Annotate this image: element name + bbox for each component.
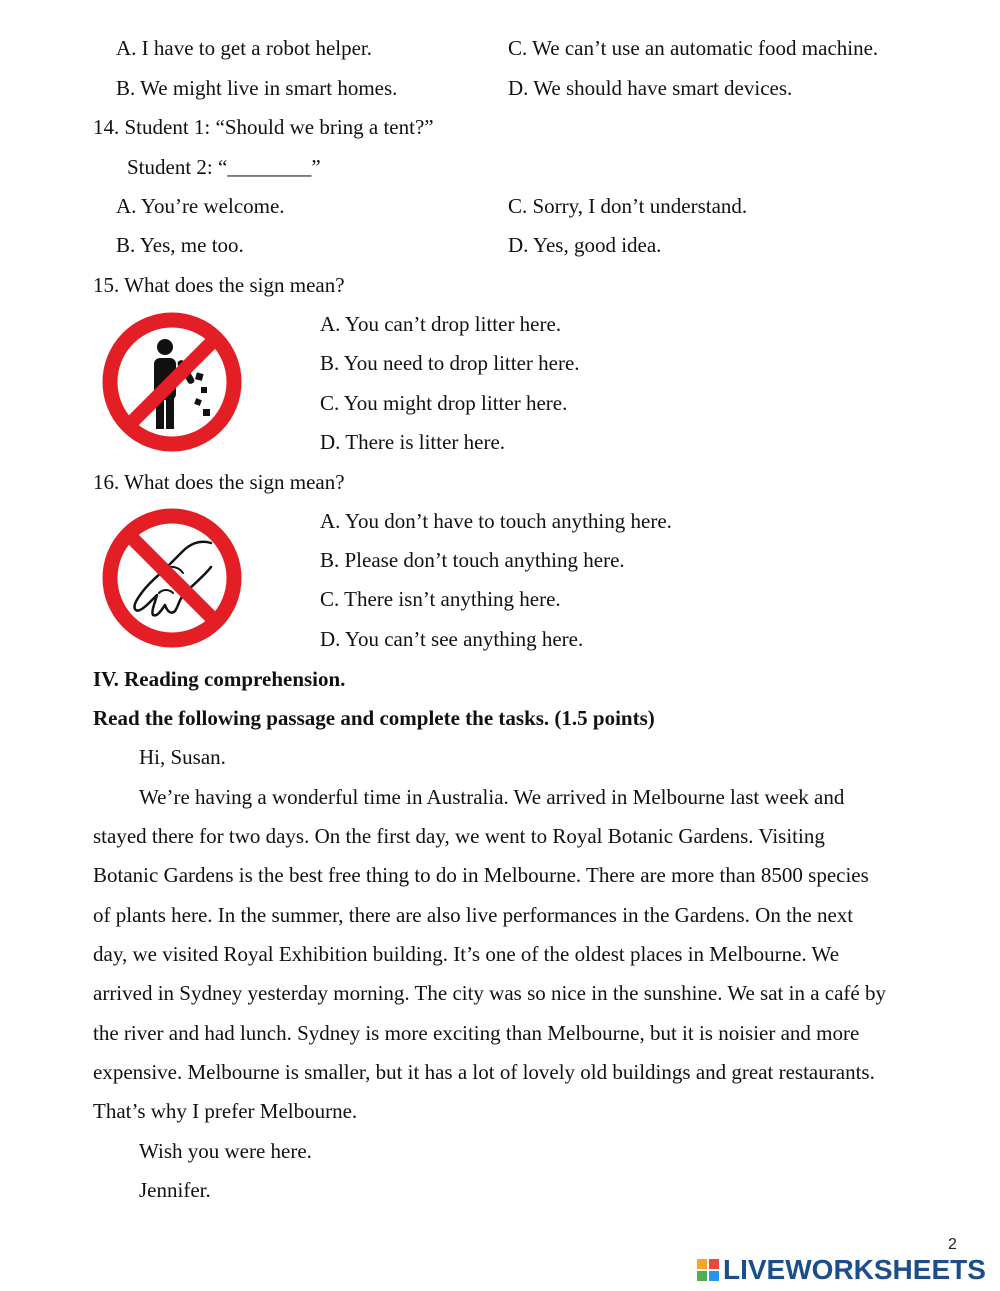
passage-line: expensive. Melbourne is smaller, but it has a lot of lovely old buildings and great restaurants. bbox=[93, 1060, 875, 1084]
q16-option-b: B. Please don’t touch anything here. bbox=[320, 548, 625, 572]
q15-option-a: A. You can’t drop litter here. bbox=[320, 312, 562, 336]
passage-line: of plants here. In the summer, there are also live performances in the Gardens. On the next bbox=[93, 903, 854, 927]
passage-line: We’re having a wonderful time in Australia. We arrived in Melbourne last week and bbox=[139, 785, 845, 809]
section-instruction: Read the following passage and complete the tasks. (1.5 points) bbox=[93, 706, 655, 730]
no-littering-sign-icon bbox=[99, 309, 245, 455]
q15-question: 15. What does the sign mean? bbox=[93, 273, 345, 297]
passage-line: That’s why I prefer Melbourne. bbox=[93, 1099, 358, 1123]
q15-option-d: D. There is litter here. bbox=[320, 430, 506, 454]
q13-option-a: A. I have to get a robot helper. bbox=[116, 36, 372, 60]
q14-question: 14. Student 1: “Should we bring a tent?” bbox=[93, 115, 434, 139]
passage-closing: Wish you were here. bbox=[139, 1139, 312, 1163]
q16-option-a: A. You don’t have to touch anything here. bbox=[320, 509, 672, 533]
liveworksheets-logo[interactable] bbox=[697, 1253, 986, 1287]
page-number: 2 bbox=[948, 1236, 957, 1253]
passage-line: the river and had lunch. Sydney is more exciting than Melbourne, but it is noisier and more bbox=[93, 1021, 860, 1045]
q16-option-d: D. You can’t see anything here. bbox=[320, 627, 584, 651]
q14-option-d: D. Yes, good idea. bbox=[508, 233, 662, 257]
passage-line: stayed there for two days. On the first day, we went to Royal Botanic Gardens. Visiting bbox=[93, 824, 825, 848]
do-not-touch-sign-icon bbox=[99, 505, 245, 651]
passage-signature: Jennifer. bbox=[139, 1178, 211, 1202]
section-heading: IV. Reading comprehension. bbox=[93, 667, 346, 691]
q13-option-c: C. We can’t use an automatic food machine. bbox=[508, 36, 879, 60]
passage-greeting: Hi, Susan. bbox=[139, 745, 226, 769]
q13-option-b: B. We might live in smart homes. bbox=[116, 76, 398, 100]
passage-line: Botanic Gardens is the best free thing to do in Melbourne. There are more than 8500 species bbox=[93, 863, 869, 887]
q16-option-c: C. There isn’t anything here. bbox=[320, 587, 561, 611]
q14-option-b: B. Yes, me too. bbox=[116, 233, 244, 257]
q15-option-c: C. You might drop litter here. bbox=[320, 391, 568, 415]
q13-option-d: D. We should have smart devices. bbox=[508, 76, 793, 100]
logo-grid-icon bbox=[697, 1259, 719, 1281]
logo-text: LIVEWORKSHEETS bbox=[723, 1254, 986, 1285]
q14-student2-line: Student 2: “________” bbox=[127, 155, 321, 179]
passage-line: day, we visited Royal Exhibition building. It’s one of the oldest places in Melbourne. We bbox=[93, 942, 840, 966]
q15-option-b: B. You need to drop litter here. bbox=[320, 351, 580, 375]
q16-question: 16. What does the sign mean? bbox=[93, 470, 345, 494]
passage-line: arrived in Sydney yesterday morning. The city was so nice in the sunshine. We sat in a café by bbox=[93, 981, 886, 1005]
q14-option-c: C. Sorry, I don’t understand. bbox=[508, 194, 748, 218]
q14-option-a: A. You’re welcome. bbox=[116, 194, 285, 218]
